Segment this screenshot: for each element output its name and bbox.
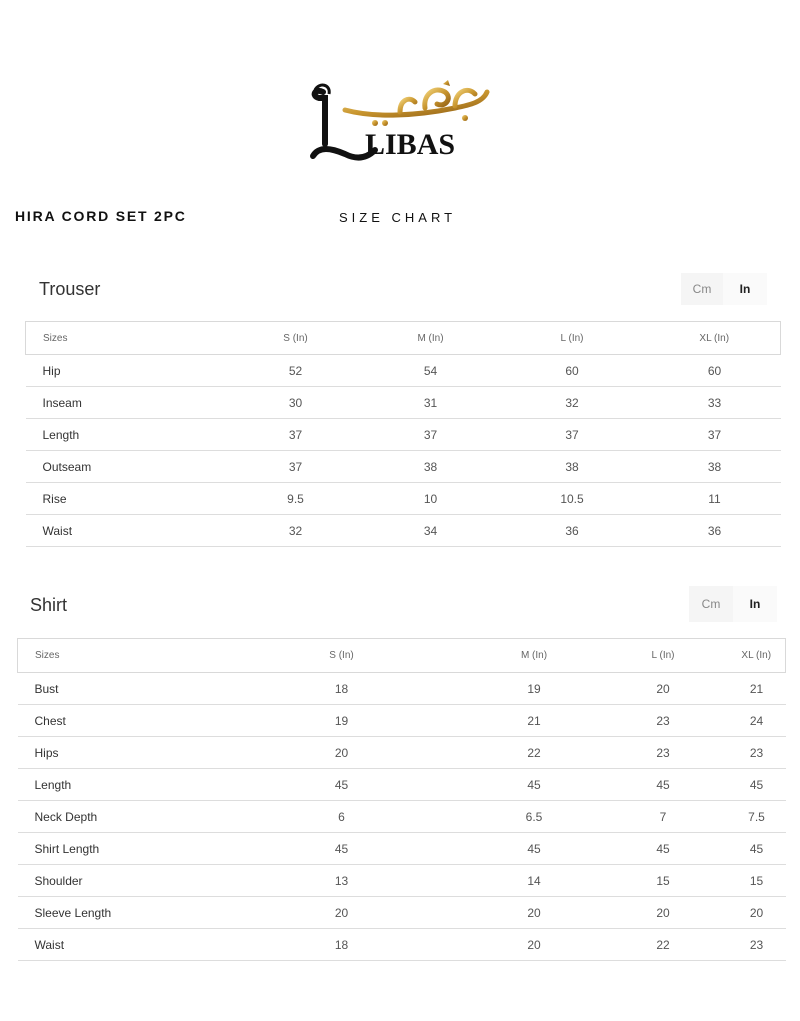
measurement-label: Chest: [18, 705, 214, 737]
measurement-label: Hips: [18, 737, 214, 769]
measurement-value: 10: [366, 483, 496, 515]
measurement-value: 45: [214, 833, 470, 865]
trouser-unit-cm[interactable]: Cm: [692, 282, 712, 296]
measurement-value: 32: [496, 387, 649, 419]
measurement-value: 11: [649, 483, 781, 515]
measurement-value: 20: [470, 929, 599, 961]
measurement-value: 20: [599, 673, 728, 705]
measurement-value: 24: [728, 705, 786, 737]
table-row: [26, 451, 781, 483]
table-row: [26, 483, 781, 515]
trouser-section-title: Trouser: [39, 279, 101, 299]
measurement-value: 6.5: [470, 801, 599, 833]
measurement-value: 32: [226, 515, 366, 547]
table-row: [18, 673, 786, 705]
measurement-value: 60: [496, 355, 649, 387]
measurement-value: 14: [470, 865, 599, 897]
measurement-value: 20: [728, 897, 786, 929]
measurement-value: 15: [599, 865, 728, 897]
trouser-column-header: L (In): [496, 322, 649, 355]
measurement-label: Inseam: [26, 387, 226, 419]
measurement-value: 45: [728, 833, 786, 865]
measurement-value: 45: [599, 769, 728, 801]
measurement-label: Sleeve Length: [18, 897, 214, 929]
measurement-value: 15: [728, 865, 786, 897]
measurement-label: Bust: [18, 673, 214, 705]
measurement-value: 54: [366, 355, 496, 387]
measurement-value: 52: [226, 355, 366, 387]
measurement-value: 20: [470, 897, 599, 929]
size-chart-title: SIZE CHART: [339, 210, 457, 225]
trouser-unit-toggle: [681, 273, 767, 305]
table-row: [18, 865, 786, 897]
measurement-value: 38: [649, 451, 781, 483]
shirt-column-header: M (In): [470, 639, 599, 673]
product-title: HIRA CORD SET 2PC: [15, 208, 187, 224]
table-row: [18, 833, 786, 865]
table-header-row: [26, 322, 781, 355]
measurement-value: 20: [599, 897, 728, 929]
measurement-value: 22: [599, 929, 728, 961]
logo-wordmark: LIBAS: [365, 128, 456, 161]
measurement-label: Shirt Length: [18, 833, 214, 865]
measurement-value: 21: [728, 673, 786, 705]
table-row: [26, 387, 781, 419]
table-row: [26, 355, 781, 387]
trouser-column-header: Sizes: [26, 322, 226, 355]
measurement-label: Rise: [26, 483, 226, 515]
measurement-value: 23: [599, 705, 728, 737]
measurement-value: 37: [226, 419, 366, 451]
table-row: [18, 705, 786, 737]
measurement-value: 37: [649, 419, 781, 451]
measurement-value: 23: [728, 737, 786, 769]
measurement-value: 37: [496, 419, 649, 451]
measurement-value: 37: [366, 419, 496, 451]
measurement-value: 10.5: [496, 483, 649, 515]
trouser-column-header: S (In): [226, 322, 366, 355]
measurement-value: 23: [728, 929, 786, 961]
table-row: [26, 515, 781, 547]
measurement-value: 19: [214, 705, 470, 737]
measurement-label: Length: [26, 419, 226, 451]
measurement-value: 7.5: [728, 801, 786, 833]
trouser-column-header: M (In): [366, 322, 496, 355]
measurement-value: 9.5: [226, 483, 366, 515]
measurement-label: Length: [18, 769, 214, 801]
shirt-unit-toggle: [689, 586, 777, 622]
table-row: [18, 897, 786, 929]
measurement-value: 45: [214, 769, 470, 801]
measurement-value: 20: [214, 897, 470, 929]
measurement-value: 33: [649, 387, 781, 419]
table-row: [26, 419, 781, 451]
measurement-value: 18: [214, 673, 470, 705]
measurement-value: 22: [470, 737, 599, 769]
shirt-column-header: XL (In): [728, 639, 786, 673]
measurement-value: 23: [599, 737, 728, 769]
measurement-value: 20: [214, 737, 470, 769]
measurement-value: 18: [214, 929, 470, 961]
measurement-label: Neck Depth: [18, 801, 214, 833]
measurement-value: 36: [649, 515, 781, 547]
measurement-value: 45: [470, 833, 599, 865]
measurement-label: Outseam: [26, 451, 226, 483]
measurement-label: Waist: [26, 515, 226, 547]
trouser-size-table: [25, 321, 781, 547]
measurement-label: Waist: [18, 929, 214, 961]
shirt-size-table: [17, 638, 786, 961]
measurement-value: 31: [366, 387, 496, 419]
trouser-unit-in[interactable]: In: [723, 273, 767, 305]
measurement-label: Hip: [26, 355, 226, 387]
measurement-value: 45: [728, 769, 786, 801]
table-row: [18, 801, 786, 833]
measurement-label: Shoulder: [18, 865, 214, 897]
measurement-value: 38: [366, 451, 496, 483]
measurement-value: 45: [599, 833, 728, 865]
libas-logo: [305, 78, 500, 168]
measurement-value: 37: [226, 451, 366, 483]
shirt-column-header: S (In): [214, 639, 470, 673]
measurement-value: 6: [214, 801, 470, 833]
measurement-value: 19: [470, 673, 599, 705]
measurement-value: 34: [366, 515, 496, 547]
shirt-column-header: L (In): [599, 639, 728, 673]
measurement-value: 7: [599, 801, 728, 833]
shirt-unit-in[interactable]: In: [733, 586, 777, 622]
measurement-value: 60: [649, 355, 781, 387]
trouser-column-header: XL (In): [649, 322, 781, 355]
measurement-value: 45: [470, 769, 599, 801]
table-row: [18, 929, 786, 961]
measurement-value: 38: [496, 451, 649, 483]
measurement-value: 21: [470, 705, 599, 737]
table-row: [18, 769, 786, 801]
shirt-unit-cm[interactable]: Cm: [701, 597, 721, 611]
shirt-section-title: Shirt: [30, 595, 68, 615]
table-row: [18, 737, 786, 769]
shirt-column-header: Sizes: [18, 639, 214, 673]
measurement-value: 13: [214, 865, 470, 897]
table-header-row: [18, 639, 786, 673]
measurement-value: 30: [226, 387, 366, 419]
measurement-value: 36: [496, 515, 649, 547]
